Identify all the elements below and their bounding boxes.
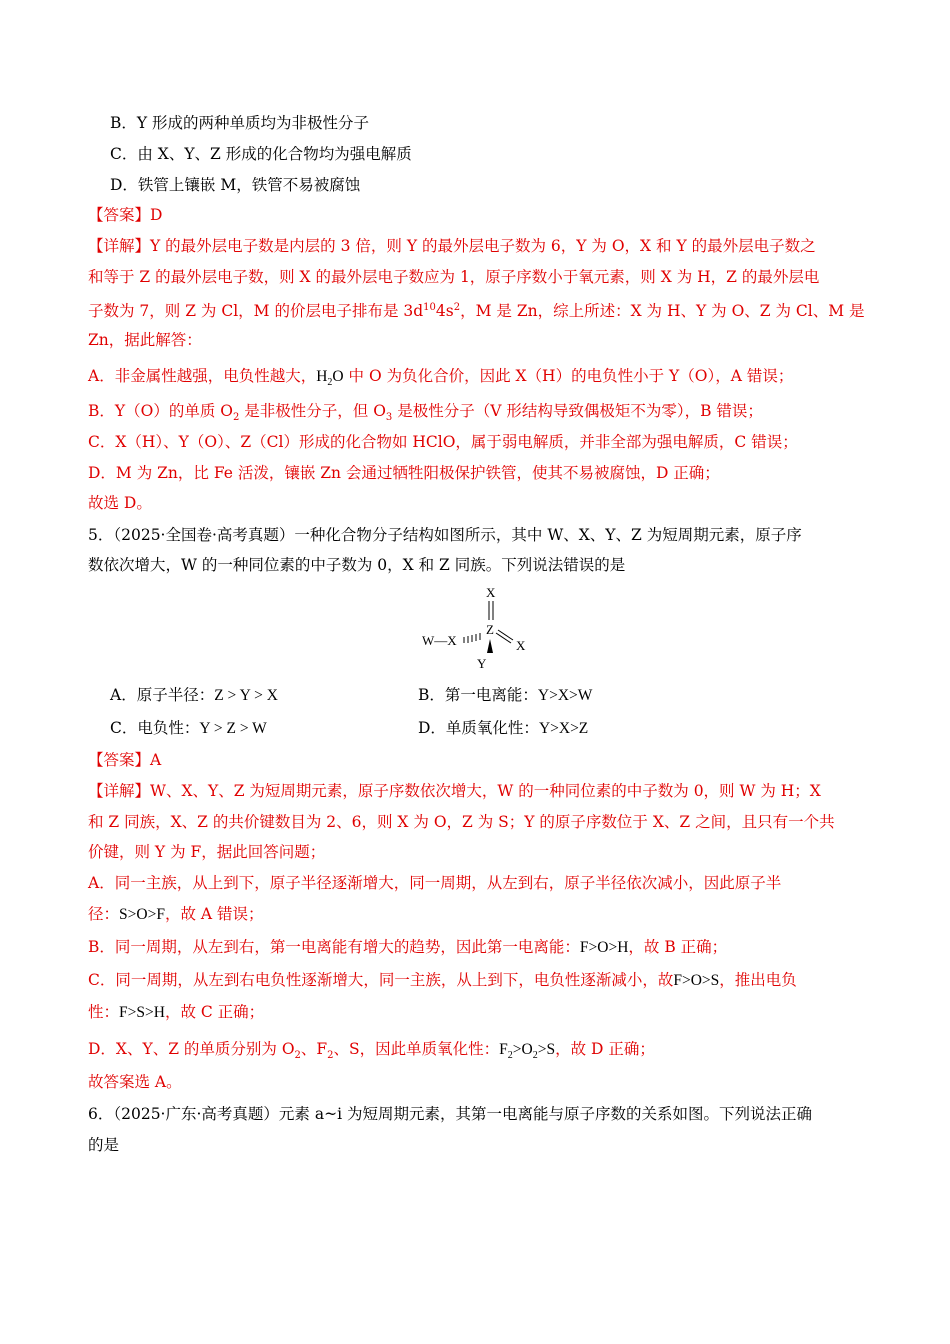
explain-text: 中 O 为负化合价，因此 X（H）的电负性小于 Y（O），A 错误； (343, 367, 794, 385)
q5-explain-line-1: 【详解】W、X、Y、Z 为短周期元素，原子序数依次增大，W 的一种同位素的中子数为 0，则 W 为 H；X (88, 782, 821, 800)
q4-explain-line-4: Zn，据此解答： (88, 331, 202, 349)
q4-option-b: B．Y 形成的两种单质均为非极性分子 (110, 114, 370, 132)
q4-explain-line-3 (88, 298, 865, 321)
hashed-wedge-bond (464, 633, 480, 643)
q5-stem-line-2: 数依次增大，W 的一种同位素的中子数为 0，X 和 Z 同族。下列说法错误的是 (88, 556, 626, 574)
formula-oxidizing-order: $F_2>O_2>S$ (499, 1041, 556, 1062)
q5-explain-a-1: A．同一主族，从上到下，原子半径逐渐增大，同一周期，从左到右，原子半径依次减小，因此原子半 (88, 874, 782, 892)
q4-answer (88, 205, 162, 225)
q5-explain-end: 故答案选 A。 (88, 1073, 182, 1091)
q5-answer: 【答案】A (88, 751, 162, 769)
q4-explain-d: D．M 为 Zn，比 Fe 活泼，镶嵌 Zn 会通过牺牲阳极保护铁管，使其不易被腐蚀，D 正确； (88, 464, 720, 482)
answer-value: D (150, 206, 163, 224)
q4-explain-a (88, 366, 793, 393)
solid-wedge-bond (487, 639, 493, 653)
answer-tag: 【答案】 (88, 206, 151, 224)
q6-stem-line-2: 的是 (88, 1136, 120, 1154)
atom-right-x: X (516, 638, 526, 653)
q6-stem-line-1: 6．（2025·广东·高考真题）元素 a~i 为短周期元素，其第一电离能与原子序数的关系如图。下列说法正确 (88, 1105, 812, 1123)
q5-explain-line-3: 价键，则 Y 为 F，据此回答问题； (88, 843, 326, 861)
explain-tag: 【详解】 (88, 237, 151, 255)
explain-text: 4s (435, 302, 454, 321)
q5-explain-a-2: 径：S>O>F，故 A 错误； (88, 905, 264, 923)
q4-explain-line-2: 和等于 Z 的最外层电子数，则 X 的最外层电子数应为 1，原子序数小于氧元素，则 X 为 H，Z 的最外层电 (88, 268, 820, 286)
explain-text: Y 的最外层电子数是内层的 3 倍，则 Y 的最外层电子数为 6，Y 为 O，X 和 Y 的最外层电子数之 (150, 237, 816, 255)
q4-explain-end: 故选 D。 (88, 494, 152, 512)
q4-option-c: C．由 X、Y、Z 形成的化合物均为强电解质 (110, 145, 412, 163)
atom-top-x: X (486, 585, 496, 600)
q5-explain-line-2: 和 Z 同族，X、Z 的共价键数目为 2、6，则 X 为 O，Z 为 S；Y 的原子序数位于 X、Z 之间，且只有一个共 (88, 813, 835, 831)
q5-option-a: A．原子半径：Z > Y > X (110, 686, 278, 704)
explain-text: ，M 是 Zn，综上所述：X 为 H、Y 为 O、Z 为 Cl、M 是 (460, 302, 865, 321)
q4-option-d: D．铁管上镶嵌 M，铁管不易被腐蚀 (110, 176, 361, 194)
q5-stem-line-1: 5．（2025·全国卷·高考真题）一种化合物分子结构如图所示，其中 W、X、Y、Z 为短周期元素，原子序 (88, 526, 802, 544)
atom-bottom-y: Y (477, 656, 487, 671)
q5-explain-d: D．X、Y、Z 的单质分别为 $O_2$、$F_2$、S，因此单质氧化性：$F_2>O_2>S$，故 D 正确； (88, 1040, 655, 1062)
q5-option-b: B．第一电离能：Y>X>W (418, 686, 593, 704)
explain-text: 子数为 7，则 Z 为 Cl，M 的价层电子排布是 3d (88, 302, 424, 321)
q4-explain-c: C．X（H）、Y（O）、Z（Cl）形成的化合物如 HClO，属于弱电解质，并非全部为强电解质，C 错误； (88, 433, 798, 451)
molecule-structure-diagram (410, 582, 540, 672)
q5-explain-b: B．同一周期，从左到右，第一电离能有增大的趋势，因此第一电离能：F>O>H，故 B 正确； (88, 938, 728, 956)
superscript: 10 (423, 302, 436, 313)
formula-h2o: $H_2O$ (316, 368, 344, 389)
explain-text: A．非金属性越强，电负性越大， (88, 367, 317, 385)
q5-option-c: C．电负性：Y > Z > W (110, 719, 267, 737)
q5-explain-c-2: 性：F>S>H，故 C 正确； (88, 1003, 265, 1021)
q5-explain-c-1: C．同一周期，从左到右电负性逐渐增大，同一主族，从上到下，电负性逐渐减小，故F>O>S，推出电负 (88, 971, 797, 989)
q4-explain-b: B．Y（O）的单质 $O_2$ 是非极性分子，但 $O_3$ 是极性分子（V 形结构导致偶极矩不为零），B 错误； (88, 402, 763, 424)
q5-option-d: D．单质氧化性：Y>X>Z (418, 719, 589, 737)
q4-explain-line-1 (88, 236, 816, 256)
atom-left-wx: W—X (422, 633, 457, 648)
atom-center-z: Z (486, 622, 494, 637)
superscript: 2 (453, 302, 461, 313)
